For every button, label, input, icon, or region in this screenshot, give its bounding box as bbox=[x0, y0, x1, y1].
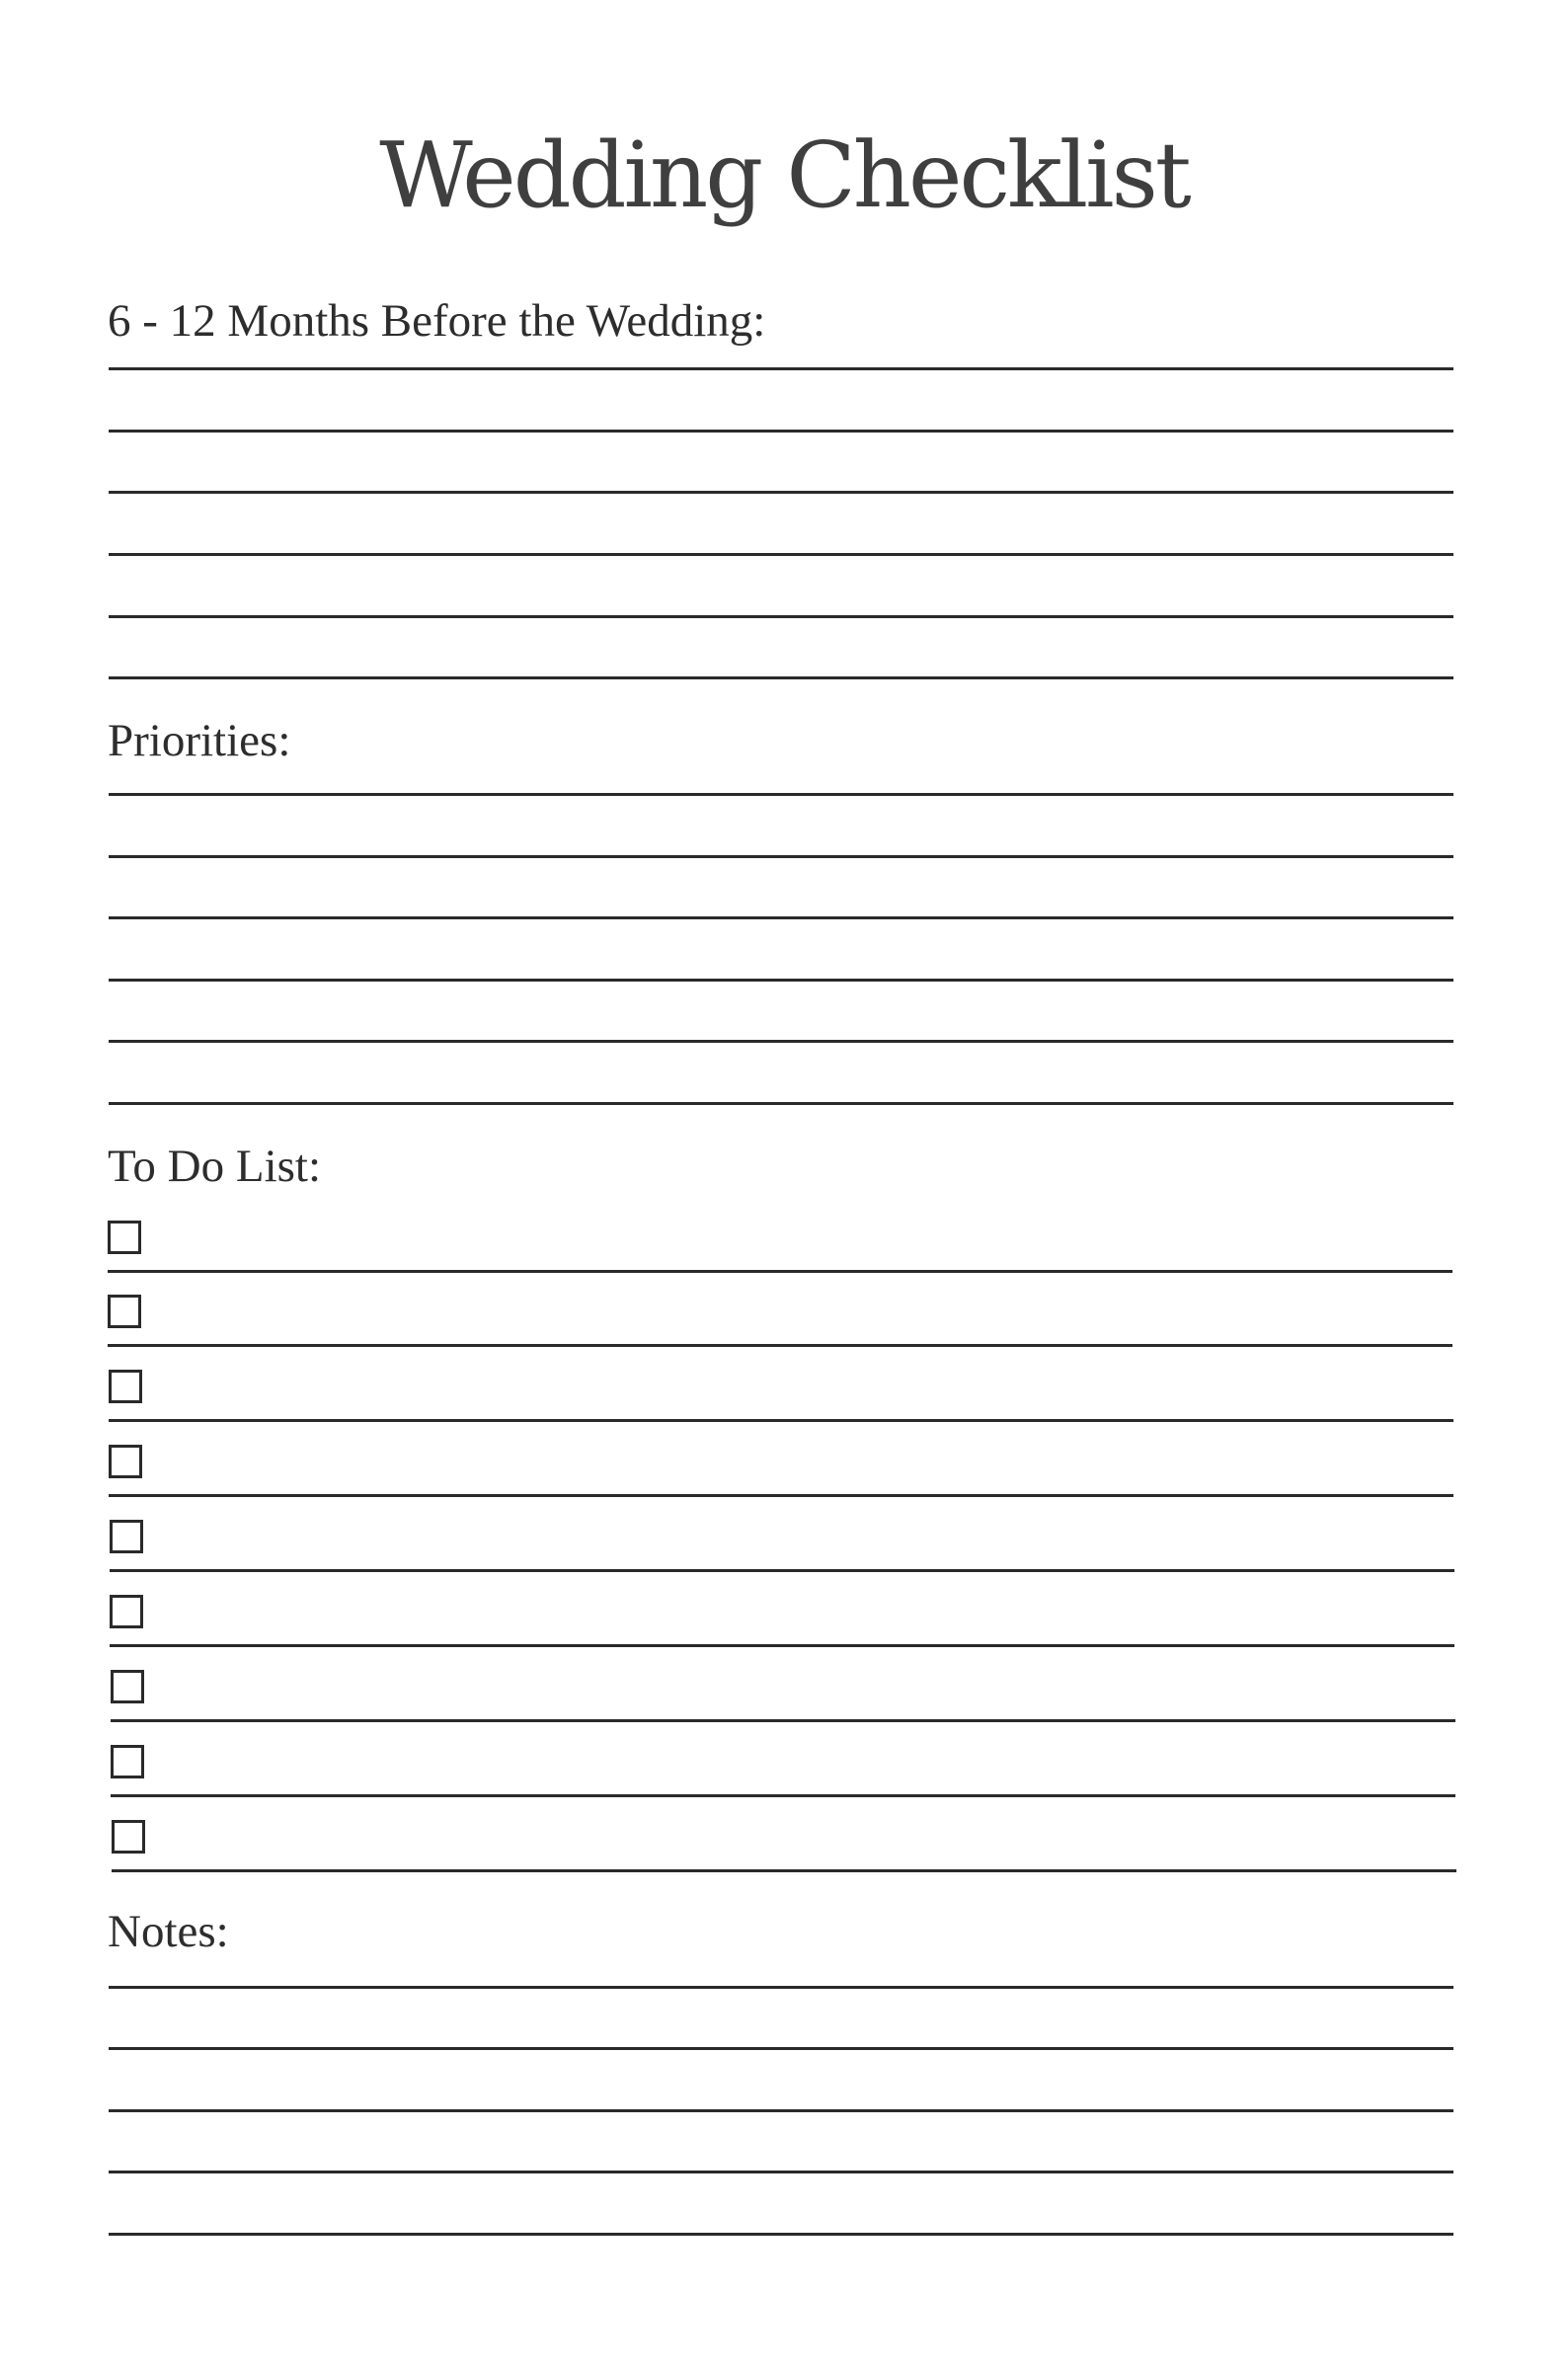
writing-line[interactable] bbox=[109, 1102, 1453, 1105]
checkbox-icon[interactable] bbox=[109, 1445, 142, 1478]
writing-line[interactable] bbox=[110, 1644, 1454, 1647]
writing-line[interactable] bbox=[109, 1040, 1453, 1043]
writing-line[interactable] bbox=[109, 1419, 1453, 1422]
checkbox-icon[interactable] bbox=[110, 1595, 143, 1628]
page-title: Wedding Checklist bbox=[379, 122, 1189, 228]
writing-line[interactable] bbox=[111, 1719, 1455, 1722]
writing-line[interactable] bbox=[109, 855, 1453, 858]
section-label-todo: To Do List: bbox=[108, 1141, 322, 1192]
checkbox-icon[interactable] bbox=[108, 1295, 141, 1328]
writing-line[interactable] bbox=[112, 1869, 1456, 1872]
checkbox-icon[interactable] bbox=[112, 1820, 145, 1854]
writing-line[interactable] bbox=[109, 2171, 1453, 2173]
writing-line[interactable] bbox=[109, 615, 1453, 618]
section-label-notes: Notes: bbox=[108, 1906, 229, 1957]
writing-line[interactable] bbox=[109, 676, 1453, 679]
writing-line[interactable] bbox=[111, 1794, 1455, 1797]
writing-line[interactable] bbox=[109, 1494, 1453, 1497]
writing-line[interactable] bbox=[109, 491, 1453, 494]
section-label-priorities: Priorities: bbox=[108, 715, 291, 766]
writing-line[interactable] bbox=[110, 1569, 1454, 1572]
writing-line[interactable] bbox=[109, 1986, 1453, 1989]
section-label-months: 6 - 12 Months Before the Wedding: bbox=[108, 295, 766, 347]
writing-line[interactable] bbox=[108, 1344, 1452, 1347]
writing-line[interactable] bbox=[109, 2233, 1453, 2236]
writing-line[interactable] bbox=[109, 916, 1453, 919]
writing-line[interactable] bbox=[108, 1270, 1452, 1273]
writing-line[interactable] bbox=[109, 2047, 1453, 2050]
writing-line[interactable] bbox=[109, 2109, 1453, 2112]
checkbox-icon[interactable] bbox=[109, 1370, 142, 1403]
checkbox-icon[interactable] bbox=[108, 1221, 141, 1254]
writing-line[interactable] bbox=[109, 430, 1453, 433]
checkbox-icon[interactable] bbox=[110, 1520, 143, 1553]
writing-line[interactable] bbox=[109, 553, 1453, 556]
writing-line[interactable] bbox=[109, 979, 1453, 982]
writing-line[interactable] bbox=[109, 793, 1453, 796]
checkbox-icon[interactable] bbox=[111, 1745, 144, 1778]
checkbox-icon[interactable] bbox=[111, 1670, 144, 1703]
writing-line[interactable] bbox=[109, 367, 1453, 370]
